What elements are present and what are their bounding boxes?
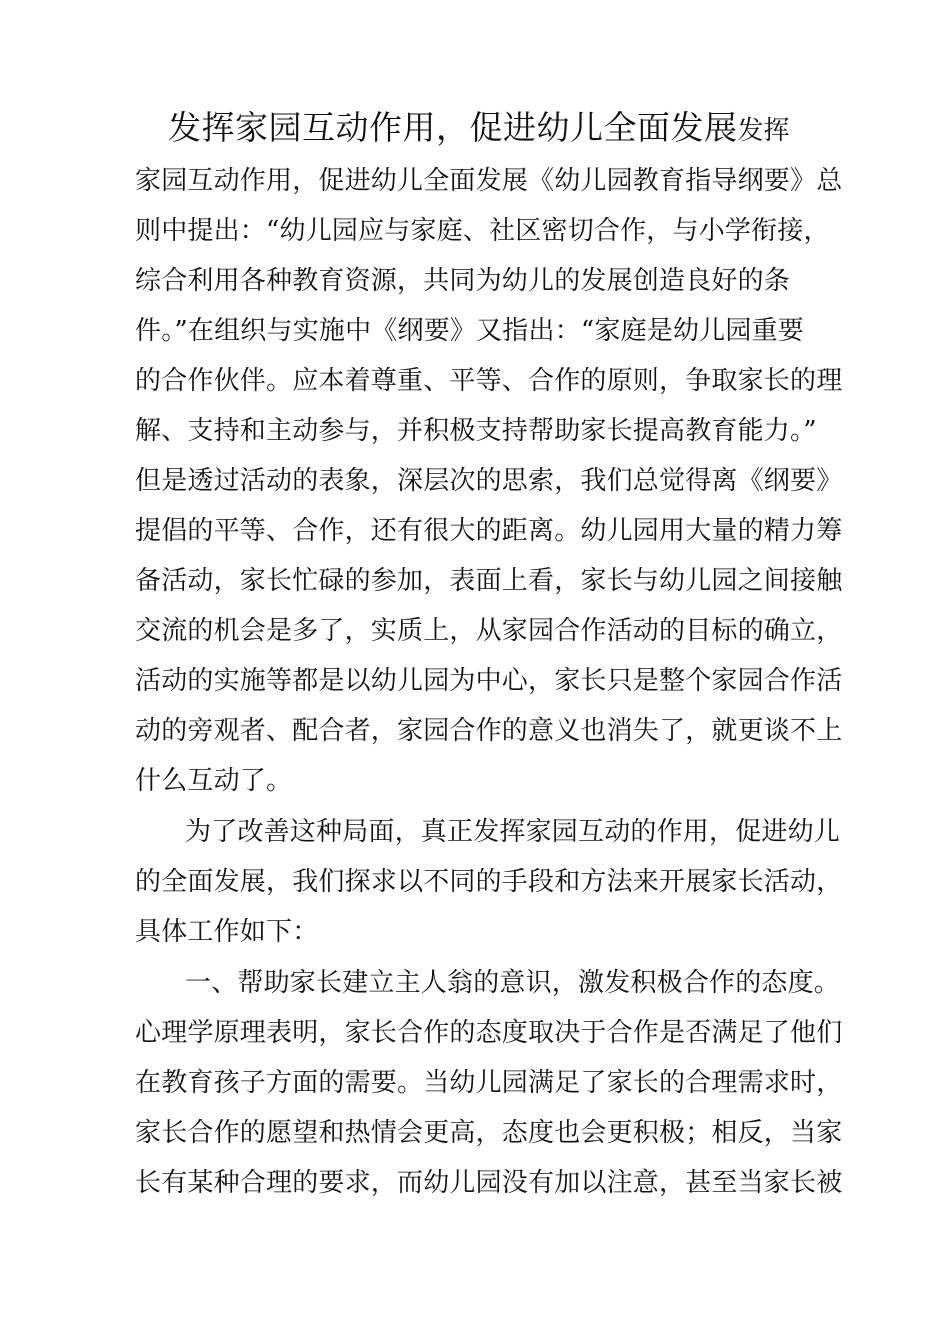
- body-line: 家园互动作用，促进幼儿全面发展《幼儿园教育指导纲要》总: [135, 166, 843, 196]
- document-title: 发挥家园互动作用，促进幼儿全面发展: [168, 108, 738, 147]
- body-line: 心理学原理表明，家长合作的态度取决于合作是否满足了他们: [135, 1018, 843, 1048]
- title-continuation: 发挥: [737, 116, 790, 146]
- body-line: 的全面发展，我们探求以不同的手段和方法来开展家长活动，: [135, 867, 843, 897]
- body-line: 长有某种合理的要求，而幼儿园没有加以注意，甚至当家长被: [135, 1168, 843, 1198]
- body-line: 则中提出：“幼儿园应与家庭、社区密切合作，与小学衔接，: [135, 216, 830, 246]
- section-heading-line: 一、帮助家长建立主人翁的意识，激发积极合作的态度。: [185, 968, 841, 998]
- body-line: 的合作伙伴。应本着尊重、平等、合作的原则，争取家长的理: [135, 366, 843, 396]
- body-line: 活动的实施等都是以幼儿园为中心，家长只是整个家园合作活: [135, 666, 843, 696]
- body-line: 具体工作如下：: [135, 917, 319, 947]
- body-line: 解、支持和主动参与，并积极支持帮助家长提高教育能力。”: [135, 416, 817, 446]
- body-line: 什么互动了。: [135, 766, 293, 796]
- document-title-line: [168, 106, 790, 153]
- body-line: 家长合作的愿望和热情会更高，态度也会更积极；相反，当家: [135, 1118, 843, 1148]
- paragraph-first-line: 为了改善这种局面，真正发挥家园互动的作用，促进幼儿: [185, 817, 841, 847]
- body-line: 件。”在组织与实施中《纲要》又指出：“家庭是幼儿园重要: [135, 316, 804, 346]
- body-line: 交流的机会是多了，实质上，从家园合作活动的目标的确立，: [135, 616, 843, 646]
- body-line: 提倡的平等、合作，还有很大的距离。幼儿园用大量的精力筹: [135, 516, 843, 546]
- body-line: 动的旁观者、配合者，家园合作的意义也消失了，就更谈不上: [135, 716, 843, 746]
- body-line: 在教育孩子方面的需要。当幼儿园满足了家长的合理需求时，: [135, 1068, 843, 1098]
- body-line: 备活动，家长忙碌的参加，表面上看，家长与幼儿园之间接触: [135, 566, 843, 596]
- body-line: 综合利用各种教育资源，共同为幼儿的发展创造良好的条: [135, 266, 791, 296]
- body-line: 但是透过活动的表象，深层次的思索，我们总觉得离《纲要》: [135, 466, 843, 496]
